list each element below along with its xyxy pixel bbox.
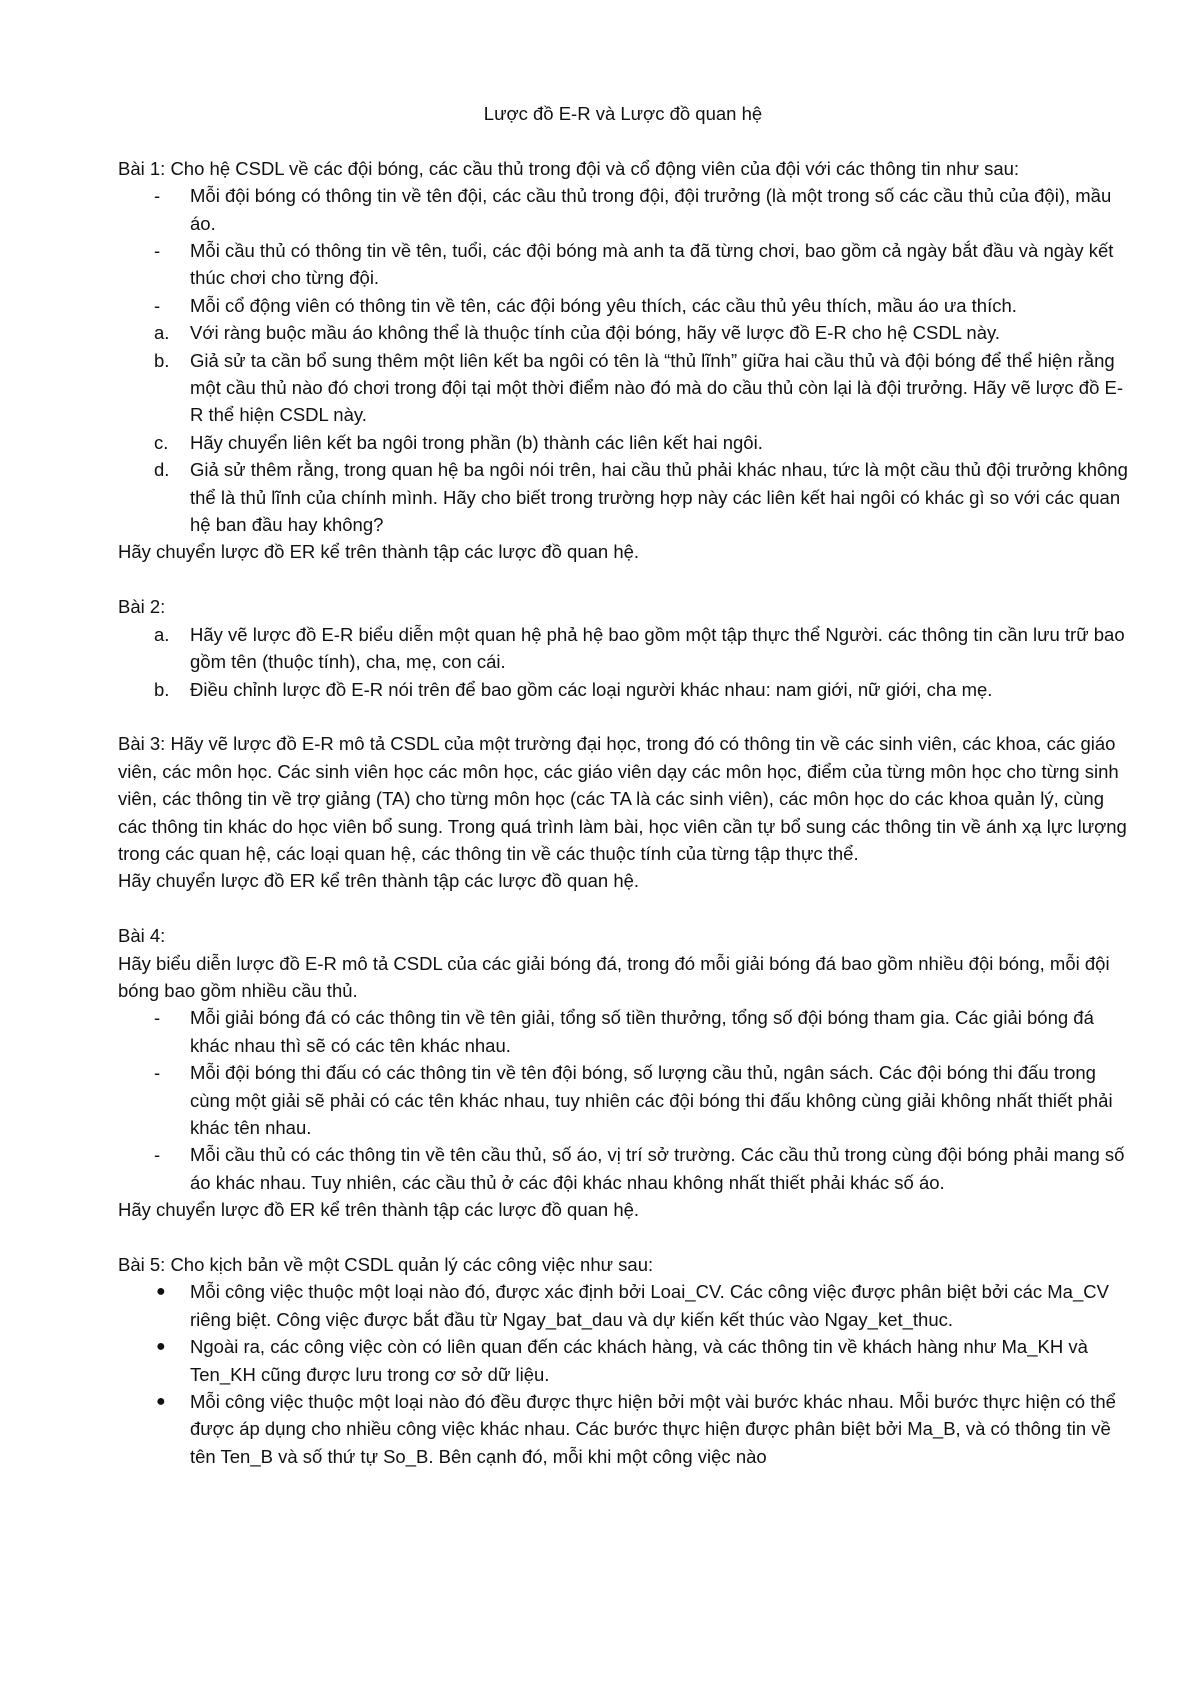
- exercise-3-intro: Bài 3: Hãy vẽ lược đồ E-R mô tả CSDL của một trường đại học, trong đó có thông tin về các sinh viên, các khoa, các giáo viên, các môn học. Các sinh viên học các môn học, các giáo viên dạy các môn học, điểm của từng môn học cho từng sinh viên, các thông tin về trợ giảng (TA) cho từng môn học (các TA là các sinh viên), các môn học do các khoa quản lý, cùng các thông tin khác do học viên bổ sung. Trong quá trình làm bài, học viên cần tự bổ sung các thông tin về ánh xạ lực lượng trong các quan hệ, các loại quan hệ, các thông tin về các thuộc tính của từng tập thực thể.: [118, 733, 1127, 864]
- exercise-3-closing: Hãy chuyển lược đồ ER kể trên thành tập các lược đồ quan hệ.: [118, 870, 640, 892]
- bullet-icon: ●: [156, 1283, 166, 1301]
- list-item: c. Hãy chuyển liên kết ba ngôi trong phần (b) thành các liên kết hai ngôi.: [118, 429, 1128, 456]
- list-item: - Mỗi cầu thủ có thông tin về tên, tuổi, các đội bóng mà anh ta đã từng chơi, bao gồm cả ngày bắt đầu và ngày kết thúc chơi cho từng đội.: [118, 237, 1128, 292]
- dash-marker: -: [154, 294, 161, 316]
- exercise-3: [118, 730, 1128, 894]
- list-item: - Mỗi giải bóng đá có các thông tin về tên giải, tổng số tiền thưởng, tổng số đội bóng tham gia. Các giải bóng đá khác nhau thì sẽ có các tên khác nhau.: [118, 1004, 1128, 1059]
- list-item: b. Giả sử ta cần bổ sung thêm một liên kết ba ngôi có tên là “thủ lĩnh” giữa hai cầu thủ và đội bóng để thể hiện rằng một cầu thủ nào đó chơi trong đội tại một thời điểm nào đó mà do cầu thủ còn lại là đội trưởng. Hãy vẽ lược đồ E-R thể hiện CSDL này.: [118, 347, 1128, 429]
- paragraph-gap: [118, 895, 1128, 922]
- list-item: ● Ngoài ra, các công việc còn có liên quan đến các khách hàng, và các thông tin về khách hàng như Ma_KH và Ten_KH cũng được lưu trong cơ sở dữ liệu.: [118, 1333, 1128, 1388]
- exercise-1-bullets: [118, 182, 1128, 319]
- paragraph-gap: [118, 1224, 1128, 1251]
- item-marker: b.: [154, 349, 170, 371]
- paragraph-gap: [118, 566, 1128, 593]
- exercise-2-questions: [118, 621, 1128, 703]
- item-marker: a.: [154, 322, 170, 344]
- dash-marker: -: [154, 240, 161, 262]
- exercise-4-intro: Bài 4:: [118, 925, 166, 947]
- bullet-icon: ●: [156, 1393, 166, 1411]
- exercise-2-intro: Bài 2:: [118, 596, 166, 618]
- exercise-1-questions: [118, 319, 1128, 538]
- page-title: Lược đồ E-R và Lược đồ quan hệ: [483, 103, 763, 124]
- list-item: a. Hãy vẽ lược đồ E-R biểu diễn một quan hệ phả hệ bao gồm một tập thực thể Người. các thông tin cần lưu trữ bao gồm tên (thuộc tính), cha, mẹ, con cái.: [118, 621, 1128, 676]
- list-item: - Mỗi đội bóng có thông tin về tên đội, các cầu thủ trong đội, đội trưởng (là một trong số các cầu thủ của đội), mầu áo.: [118, 182, 1128, 237]
- dash-marker: -: [154, 1062, 161, 1084]
- exercise-5-intro: Bài 5: Cho kịch bản về một CSDL quản lý các công việc như sau:: [118, 1253, 654, 1275]
- list-item: b. Điều chỉnh lược đồ E-R nói trên để bao gồm các loại người khác nhau: nam giới, nữ giới, cha mẹ.: [118, 676, 1128, 703]
- list-item: ● Mỗi công việc thuộc một loại nào đó, được xác định bởi Loai_CV. Các công việc được phân biệt bởi các Ma_CV riêng biệt. Công việc được bắt đầu từ Ngay_bat_dau và dự kiến kết thúc vào Ngay_ket_thuc.: [118, 1278, 1128, 1333]
- exercise-1: [118, 155, 1128, 566]
- dash-marker: -: [154, 185, 161, 207]
- list-item: ● Mỗi công việc thuộc một loại nào đó đều được thực hiện bởi một vài bước khác nhau. Mỗi bước thực hiện có thể được áp dụng cho nhiều công việc khác nhau. Các bước thực hiện được phân biệt bởi Ma_B, và có thông tin về tên Ten_B và số thứ tự So_B. Bên cạnh đó, mỗi khi một công việc nào: [118, 1388, 1128, 1470]
- exercise-4: [118, 922, 1128, 1223]
- exercise-1-intro: Bài 1: Cho hệ CSDL về các đội bóng, các cầu thủ trong đội và cổ động viên của đội với các thông tin như sau:: [118, 157, 1020, 179]
- bullet-icon: ●: [156, 1338, 166, 1356]
- exercise-4-bullets: [118, 1004, 1128, 1196]
- exercise-5: [118, 1251, 1128, 1470]
- list-item: - Mỗi cầu thủ có các thông tin về tên cầu thủ, số áo, vị trí sở trường. Các cầu thủ trong cùng đội bóng phải mang số áo khác nhau. Tuy nhiên, các cầu thủ ở các đội khác nhau không nhất thiết phải khác số áo.: [118, 1141, 1128, 1196]
- exercise-4-description: Hãy biểu diễn lược đồ E-R mô tả CSDL của các giải bóng đá, trong đó mỗi giải bóng đá bao gồm nhiều đội bóng, mỗi đội bóng bao gồm nhiều cầu thủ.: [118, 952, 1110, 1001]
- list-item: d. Giả sử thêm rằng, trong quan hệ ba ngôi nói trên, hai cầu thủ phải khác nhau, tức là một cầu thủ đội trưởng không thể là thủ lĩnh của chính mình. Hãy cho biết trong trường hợp này các liên kết hai ngôi có khác gì so với các quan hệ ban đầu hay không?: [118, 456, 1128, 538]
- list-item: - Mỗi đội bóng thi đấu có các thông tin về tên đội bóng, số lượng cầu thủ, ngân sách. Các đội bóng thi đấu trong cùng một giải sẽ phải có các tên khác nhau, tuy nhiên các đội bóng thi đấu không cùng giải không nhất thiết phải khác tên nhau.: [118, 1059, 1128, 1141]
- exercise-1-closing: Hãy chuyển lược đồ ER kể trên thành tập các lược đồ quan hệ.: [118, 541, 640, 563]
- document-body: [118, 100, 1128, 1470]
- item-marker: c.: [154, 431, 169, 453]
- item-marker: b.: [154, 678, 170, 700]
- list-item: - Mỗi cổ động viên có thông tin về tên, các đội bóng yêu thích, các cầu thủ yêu thích, mầu áo ưa thích.: [118, 292, 1128, 319]
- exercise-4-closing: Hãy chuyển lược đồ ER kể trên thành tập các lược đồ quan hệ.: [118, 1199, 640, 1221]
- dash-marker: -: [154, 1144, 161, 1166]
- item-marker: a.: [154, 623, 170, 645]
- exercise-5-bullets: [118, 1278, 1128, 1470]
- paragraph-gap: [118, 703, 1128, 730]
- list-item: a. Với ràng buộc mầu áo không thể là thuộc tính của đội bóng, hãy vẽ lược đồ E-R cho hệ CSDL này.: [118, 319, 1128, 346]
- dash-marker: -: [154, 1007, 161, 1029]
- item-marker: d.: [154, 459, 170, 481]
- exercise-2: [118, 593, 1128, 703]
